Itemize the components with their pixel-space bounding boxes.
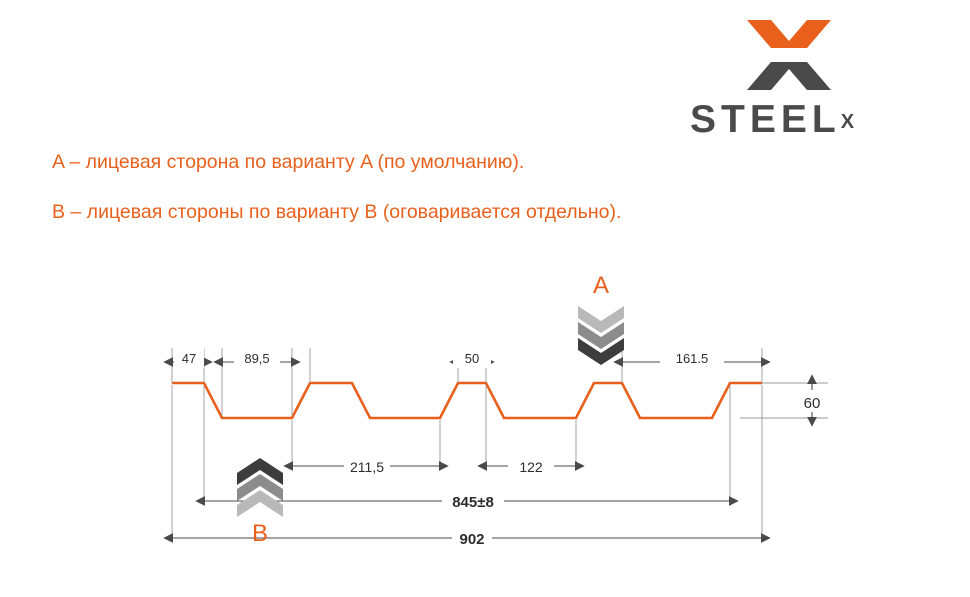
dim-122-label: 122 — [519, 459, 543, 475]
legend-line-b: B – лицевая стороны по варианту B (оговаривается отдельно). — [52, 201, 622, 224]
dim-89-5-label: 89,5 — [244, 351, 270, 366]
dim-845-label: 845±8 — [452, 494, 494, 511]
profile-outline — [172, 383, 762, 418]
marker-b — [237, 458, 283, 547]
logo-brand-superscript: X — [840, 111, 855, 133]
profile-cross-section-svg — [0, 270, 970, 580]
profile-drawing — [0, 270, 970, 580]
marker-a-label: A — [592, 272, 609, 299]
dim-47-label: 47 — [181, 351, 197, 366]
legend-line-a: A – лицевая сторона по варианту A (по умолчанию). — [52, 151, 525, 173]
logo-brand: STEEL — [690, 98, 841, 141]
chevron-up-icon — [237, 458, 283, 520]
steel-x-mark-icon — [745, 18, 833, 92]
chevron-down-icon — [578, 306, 624, 368]
dim-60-label: 60 — [803, 395, 821, 412]
dim-211-5-label: 211,5 — [350, 459, 384, 475]
legend — [52, 150, 812, 251]
marker-a — [578, 272, 624, 368]
marker-b-label: B — [251, 520, 268, 547]
logo — [690, 18, 940, 143]
dim-902-label: 902 — [459, 531, 485, 548]
dim-50-label: 50 — [464, 351, 480, 366]
logo-wordmark — [690, 100, 940, 139]
dim-161-5-label: 161.5 — [675, 351, 709, 366]
